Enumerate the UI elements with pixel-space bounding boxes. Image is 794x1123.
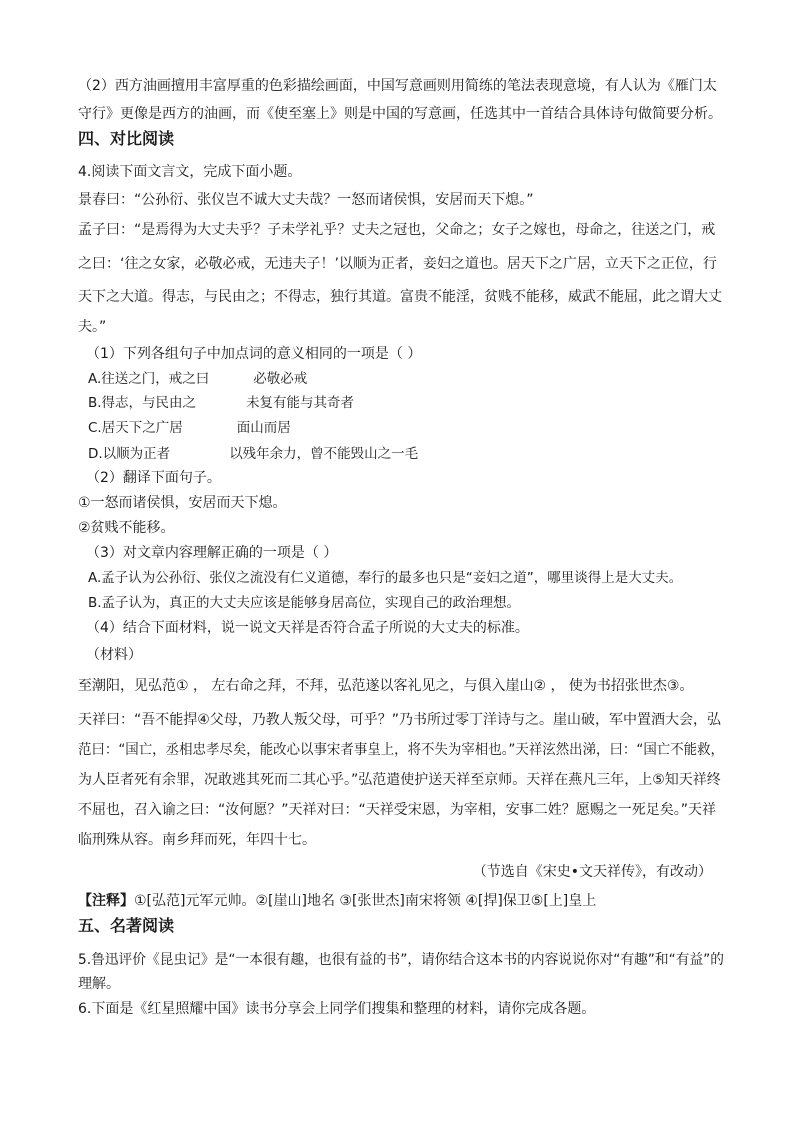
subquestion-3-option-a: A.孟子认为公孙衍、张仪之流没有仁义道德，奉行的最多也只是“妾妇之道”，哪里谈得上是大丈夫。	[88, 570, 683, 586]
section-heading-4: 四、对比阅读	[78, 129, 175, 148]
option-d-left: D.以顺为正者	[88, 446, 171, 462]
translate-item-1: ①一怒而诸侯惧，安居而天下熄。	[78, 495, 287, 511]
material-line-5: 不屈也，召入谕之曰：“汝何愿？”天祥对曰：“天祥受宋恩，为宰相，安事二姓？愿赐之一死足矣。”天祥	[78, 802, 717, 818]
passage-line-5: 夫。”	[78, 319, 107, 335]
option-d-right: 以残年余力，曾不能毁山之一毛	[229, 446, 419, 462]
option-c-left: C.居天下之广居	[88, 420, 183, 436]
material-line-2: 天祥曰：“吾不能捍④父母，乃教人叛父母，可乎？”乃书所过零丁洋诗与之。崖山破，军中置酒大会，弘	[78, 712, 722, 728]
passage-line-4: 天下之大道。得志，与民由之；不得志，独行其道。富贵不能淫，贫贱不能移，威武不能屈，此之谓大丈	[78, 289, 722, 305]
option-b-right: 未复有能与其奇者	[246, 395, 355, 411]
notes	[78, 891, 596, 911]
q3-2-line2: 守行》更像是西方的油画，而《使至塞上》则是中国的写意画，任选其中一首结合具体诗句做简要分析。	[78, 106, 722, 122]
subquestion-3: （3）对文章内容理解正确的一项是（ ）	[86, 545, 338, 561]
passage-line-3: 之曰：‘往之女家，必敬必戒，无违夫子！’以顺为正者，妾妇之道也。居天下之广居，立天下之正位，行	[78, 256, 717, 272]
material-label: （材料）	[86, 647, 142, 663]
material-source: （节选自《宋史•文天祥传》，有改动）	[472, 864, 712, 880]
subquestion-4: （4）结合下面材料，说一说文天祥是否符合孟子所说的大丈夫的标准。	[86, 620, 529, 636]
material-line-1: 至潮阳，见弘范① ， 左右命之拜，不拜，弘范遂以客礼见之，与俱入崖山② ， 使为书招张世杰③。	[78, 678, 694, 694]
option-a-left: A.往送之门，戒之曰	[88, 371, 210, 387]
question-5-line1: 5.鲁迅评价《昆虫记》是“一本很有趣，也很有益的书”，请你结合这本书的内容说说你对“有趣”和“有益”的	[78, 952, 725, 968]
notes-text: ①[弘范]元军元帅。②[崖山]地名 ③[张世杰]南宋将领 ④[捍]保卫⑤[上]皇上	[134, 893, 597, 909]
option-a-right: 必敬必戒	[253, 371, 308, 387]
subquestion-2: （2）翻译下面句子。	[86, 470, 221, 486]
passage-line-1: 景春曰：“公孙衍、张仪岂不诚大丈夫哉？一怒而诸侯惧，安居而天下熄。”	[78, 192, 534, 208]
material-line-3: 范曰：“国亡，丞相忠孝尽矣，能改心以事宋者事皇上，将不失为宰相也。”天祥泫然出涕，曰：“国亡不能救，	[78, 742, 724, 758]
notes-label: 【注释】	[78, 893, 134, 909]
material-line-4: 为人臣者死有余罪，况敢逃其死而二其心乎。”弘范遣使护送天祥至京师。天祥在燕凡三年，上⑤知天祥终	[78, 772, 721, 788]
option-b-left: B.得志，与民由之	[88, 395, 197, 411]
translate-item-2: ②贫贱不能移。	[78, 520, 175, 536]
question-4: 4.阅读下面文言文，完成下面小题。	[78, 164, 302, 180]
material-line-6: 临刑殊从容。南乡拜而死，年四十七。	[78, 832, 316, 848]
section-heading-5: 五、名著阅读	[78, 916, 175, 935]
subquestion-1: （1）下列各组句子中加点词的意义相同的一项是（ ）	[86, 346, 422, 362]
q3-2-line1: （2）西方油画擅用丰富厚重的色彩描绘画面，中国写意画则用简练的笔法表现意境，有人认为《雁门太	[78, 78, 717, 94]
option-a	[88, 369, 307, 389]
option-b	[88, 393, 354, 413]
question-5-line2: 理解。	[78, 976, 120, 992]
option-d	[88, 444, 418, 464]
passage-line-2: 孟子曰：“是焉得为大丈夫乎？子未学礼乎？丈夫之冠也，父命之；女子之嫁也，母命之，往送之门，戒	[78, 222, 716, 238]
question-6: 6.下面是《红星照耀中国》读书分享会上同学们搜集和整理的材料，请你完成各题。	[78, 1001, 596, 1017]
subquestion-3-option-b: B.孟子认为，真正的大丈夫应该是能够身居高位，实现自己的政治理想。	[88, 595, 521, 611]
option-c-right: 面山而居	[236, 420, 291, 436]
option-c	[88, 418, 291, 438]
